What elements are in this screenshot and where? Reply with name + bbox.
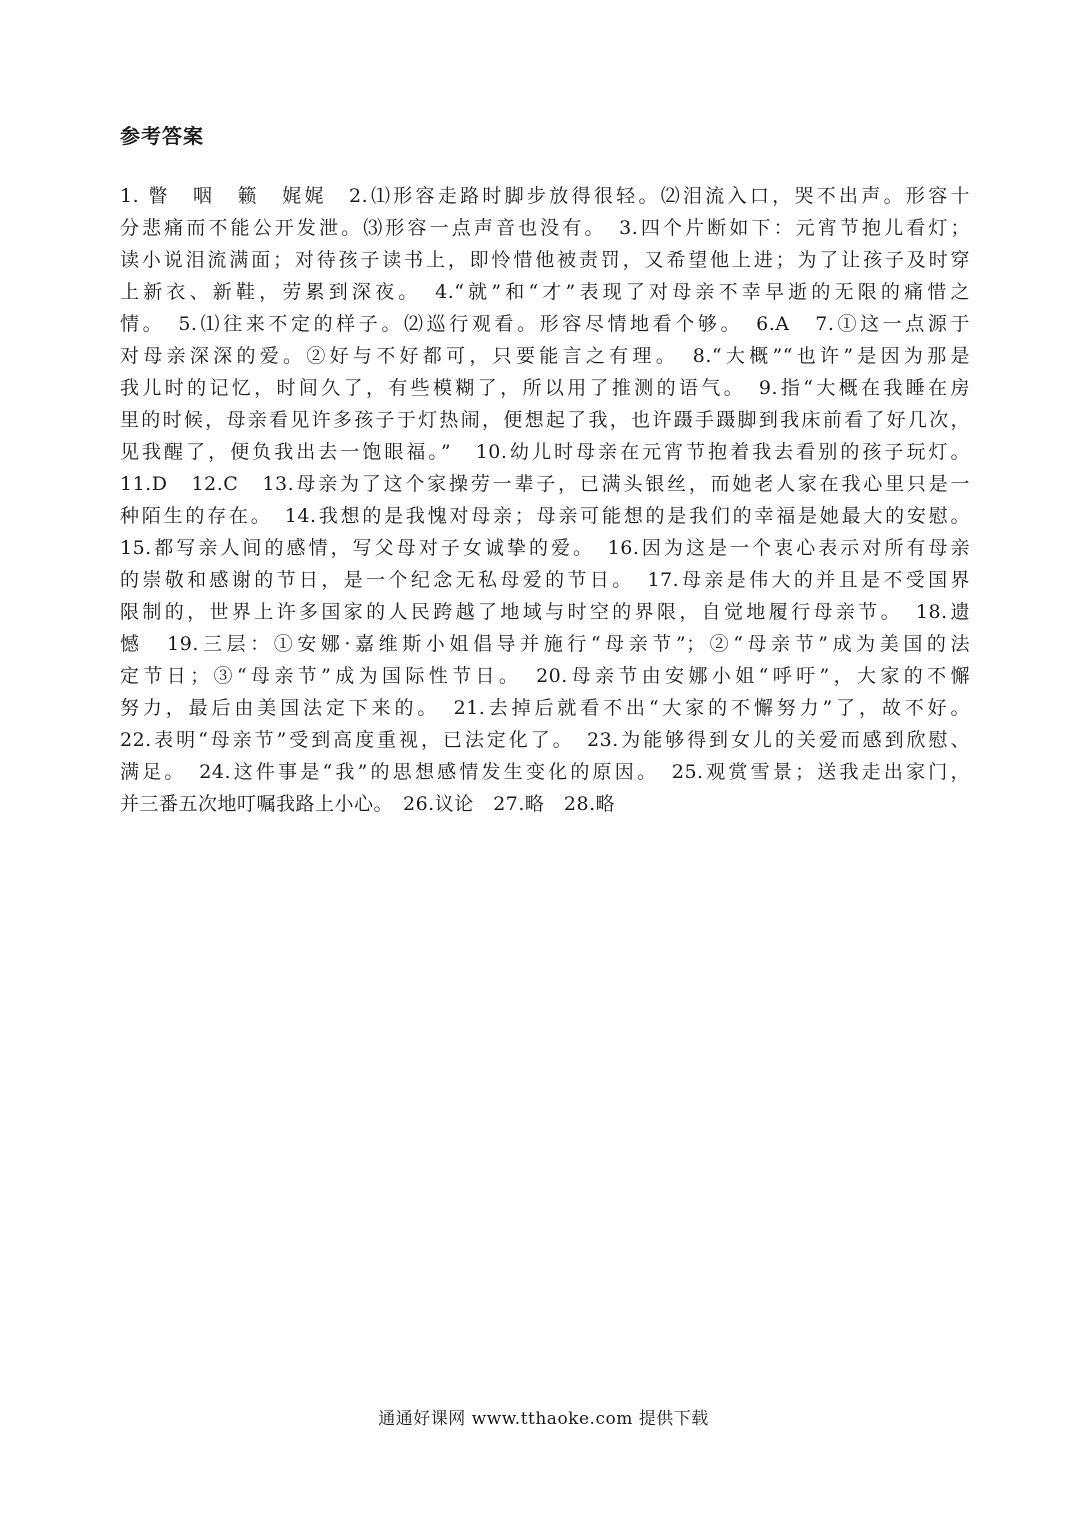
answer-line: 情。 5.⑴往来不定的样子。⑵巡行观看。形容尽情地看个够。 6.A 7.①这一点源于 <box>120 313 970 335</box>
answer-line: 22.表明“母亲节”受到高度重视，已法定化了。 23.为能够得到女儿的关爱而感到欣慰、 <box>120 729 970 751</box>
answer-line: 限制的，世界上许多国家的人民跨越了地域与时空的界限，自觉地履行母亲节。 18.遗 <box>120 601 970 623</box>
answer-line: 努力，最后由美国法定下来的。 21.去掉后就看不出“大家的不懈努力”了，故不好。 <box>120 697 970 719</box>
answer-line: 分悲痛而不能公开发泄。⑶形容一点声音也没有。 3.四个片断如下：元宵节抱儿看灯； <box>120 217 970 239</box>
answer-line: 我儿时的记忆，时间久了，有些模糊了，所以用了推测的语气。 9.指“大概在我睡在房 <box>120 377 970 399</box>
answer-line: 上新衣、新鞋，劳累到深夜。 4.“就”和“才”表现了对母亲不幸早逝的无限的痛惜之 <box>120 281 970 303</box>
answer-body <box>120 180 970 820</box>
answer-line: 满足。 24.这件事是“我”的思想感情发生变化的原因。 25.观赏雪景；送我走出家门， <box>120 761 970 783</box>
answer-line: 见我醒了，便负我出去一饱眼福。” 10.幼儿时母亲在元宵节抱着我去看别的孩子玩灯。 <box>120 441 970 463</box>
answer-line: 的崇敬和感谢的节日，是一个纪念无私母爱的节日。 17.母亲是伟大的并且是不受国界 <box>120 569 970 591</box>
answer-line: 并三番五次地叮嘱我路上小心。 26.议论 27.略 28.略 <box>120 793 616 815</box>
answer-line: 读小说泪流满面；对待孩子读书上，即怜惜他被责罚，又希望他上进；为了让孩子及时穿 <box>120 249 970 271</box>
answer-line: 种陌生的存在。 14.我想的是我愧对母亲；母亲可能想的是我们的幸福是她最大的安慰。 <box>120 505 970 527</box>
answer-line: 里的时候，母亲看见许多孩子于灯热闹，便想起了我，也许蹑手蹑脚到我床前看了好几次， <box>120 409 970 431</box>
answer-line: 15.都写亲人间的感情，写父母对子女诚挚的爱。 16.因为这是一个衷心表示对所有母亲 <box>120 537 970 559</box>
answer-line: 对母亲深深的爱。②好与不好都可，只要能言之有理。 8.“大概”“也许”是因为那是 <box>120 345 970 367</box>
answer-line: 1. 瞥 咽 籁 娓娓 2.⑴形容走路时脚步放得很轻。⑵泪流入口，哭不出声。形容十 <box>120 185 970 207</box>
page-footer: 通通好课网 www.tthaoke.com 提供下载 <box>378 1409 709 1429</box>
answer-line: 定节日；③“母亲节”成为国际性节日。 20.母亲节由安娜小姐“呼吁”，大家的不懈 <box>120 665 970 687</box>
answer-line: 11.D 12.C 13.母亲为了这个家操劳一辈子，已满头银丝，而她老人家在我心里只是一 <box>120 473 970 495</box>
answer-line: 憾 19.三层：①安娜·嘉维斯小姐倡导并施行“母亲节”；②“母亲节”成为美国的法 <box>120 633 970 655</box>
document-title: 参考答案 <box>120 124 204 148</box>
